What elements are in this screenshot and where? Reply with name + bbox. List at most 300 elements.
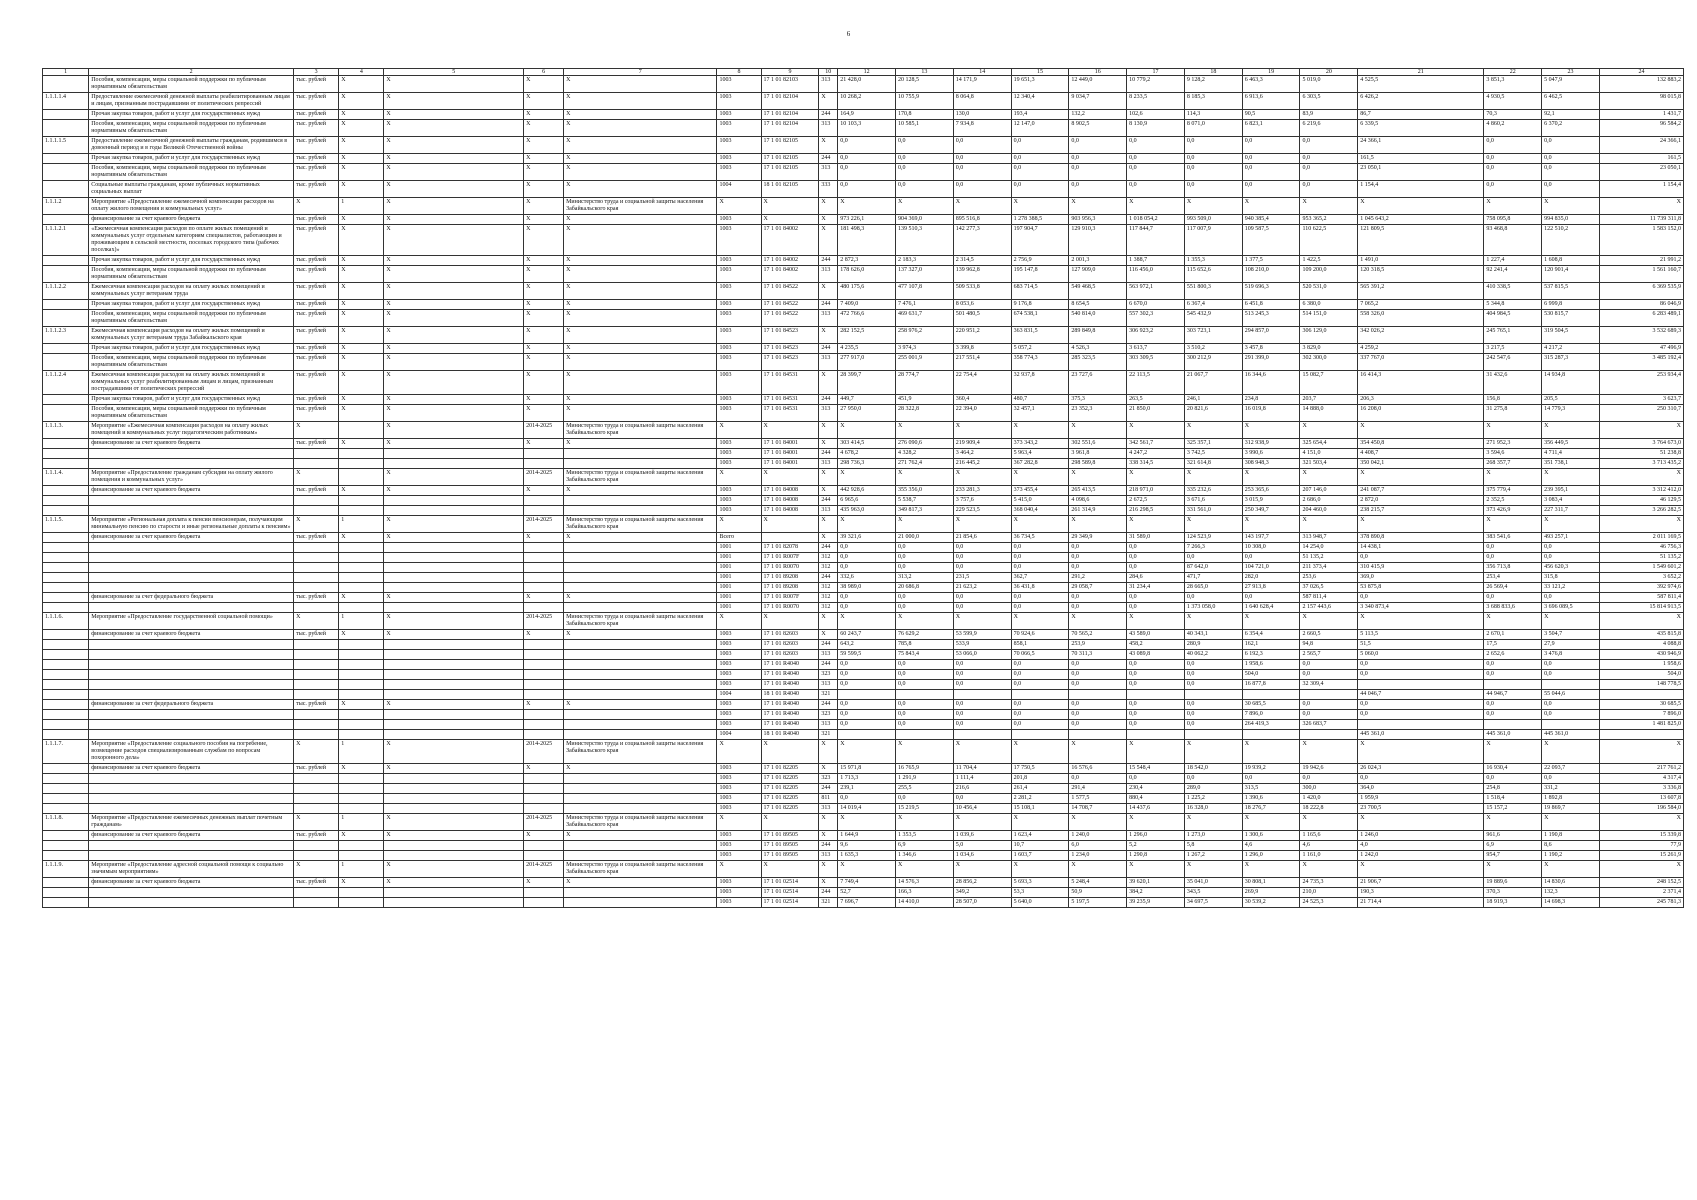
row-col-10: X [819,764,838,774]
table-row [43,137,1684,154]
row-col-4: X [339,630,384,640]
row-value: 2 157 443,6 [1300,603,1358,613]
row-value: 0,0 [1484,181,1542,198]
row-col-5 [384,459,524,469]
row-value: 313 948,7 [1300,533,1358,543]
row-value: X [1127,861,1185,878]
row-value: 55 044,6 [1542,690,1600,700]
row-value: 16 328,0 [1184,804,1242,814]
row-value: 6 339,5 [1358,120,1484,137]
row-id [43,794,89,804]
row-total: X [1599,516,1683,533]
row-name: Ежемесячная компенсация расходов на оплату жилых помещений и коммунальных услуг ветеранам труда Забайкальского края [89,327,294,344]
column-header: 5 [384,69,524,76]
row-value: 0,0 [1127,543,1185,553]
row-col-4: X [339,405,384,422]
row-value: 0,0 [1011,720,1069,730]
row-value: 0,0 [838,164,896,181]
row-col-10: 244 [819,154,838,164]
row-value: 16 019,8 [1242,405,1300,422]
row-value: 9 128,2 [1184,76,1242,93]
row-value: 51 135,2 [1300,553,1358,563]
row-value: 253,6 [1300,573,1358,583]
row-col-5: X [384,344,524,354]
row-id [43,496,89,506]
row-col-7 [564,573,717,583]
row-value: 0,0 [1484,670,1542,680]
row-value: 1 018 054,2 [1127,215,1185,225]
row-col-6: X [524,300,564,310]
row-value: 230,4 [1127,784,1185,794]
row-value: 1 390,6 [1242,794,1300,804]
row-total [1599,690,1683,700]
row-unit: X [294,516,339,533]
row-name: Прочая закупка товаров, работ и услуг для государственных нужд [89,154,294,164]
row-value: 8 064,8 [953,93,1011,110]
row-id [43,154,89,164]
row-value: 370,3 [1484,888,1542,898]
row-unit: X [294,814,339,831]
row-value: 0,0 [1300,774,1358,784]
row-total: 1 583 152,0 [1599,225,1683,256]
row-value: 130,0 [953,110,1011,120]
row-col-10: 321 [819,898,838,908]
row-name: Прочая закупка товаров, работ и услуг для государственных нужд [89,395,294,405]
row-value: 21 000,0 [896,533,954,543]
column-header: 23 [1542,69,1600,76]
table-row [43,154,1684,164]
row-name [89,459,294,469]
row-value: 132,2 [1069,110,1127,120]
row-name: Мероприятие «Предоставление ежемесячных денежных выплат почетным гражданам» [89,814,294,831]
column-header: 8 [717,69,761,76]
row-col-7: X [564,215,717,225]
row-value: X [1011,740,1069,764]
row-col-6 [524,660,564,670]
row-value: 53 066,0 [953,650,1011,660]
row-unit: тыс. рублей [294,137,339,154]
row-value: X [1358,422,1484,439]
row-value: X [1127,469,1185,486]
row-col-7: X [564,764,717,774]
row-unit: тыс. рублей [294,486,339,496]
row-value: 0,0 [838,563,896,573]
row-value: 29 349,9 [1069,533,1127,543]
row-name: Прочая закупка товаров, работ и услуг для государственных нужд [89,110,294,120]
row-value: 6 913,6 [1242,93,1300,110]
row-value: X [1484,516,1542,533]
row-col-7: X [564,486,717,496]
row-value: 36 431,8 [1011,583,1069,593]
row-col-8: 1003 [717,486,761,496]
row-col-6: X [524,215,564,225]
row-value: 282 152,5 [838,327,896,344]
table-row [43,395,1684,405]
row-value: 27,9 [1542,640,1600,650]
table-row [43,774,1684,784]
row-value: 509 533,8 [953,283,1011,300]
row-id: 1.1.1.2.4 [43,371,89,395]
row-value: 16 930,4 [1484,764,1542,774]
row-col-8: 1003 [717,137,761,154]
row-value: X [1484,861,1542,878]
row-value: 300,0 [1300,784,1358,794]
row-unit [294,553,339,563]
row-value: 0,0 [1011,680,1069,690]
row-col-4: 1 [339,814,384,831]
row-col-5: X [384,110,524,120]
row-name: Пособия, компенсации, меры социальной поддержки по публичным нормативным обязательствам [89,405,294,422]
row-unit: тыс. рублей [294,120,339,137]
row-col-6: 2014-2025 [524,613,564,630]
row-value: 0,0 [1242,553,1300,563]
row-col-4 [339,888,384,898]
row-col-7 [564,710,717,720]
row-value: 2 352,5 [1484,496,1542,506]
row-total: X [1599,814,1683,831]
row-col-5 [384,543,524,553]
row-value: 120 318,5 [1358,266,1484,283]
row-value: 1 422,5 [1300,256,1358,266]
row-value: 70,3 [1484,110,1542,120]
row-value: 326 683,7 [1300,720,1358,730]
row-col-5 [384,784,524,794]
row-name: Ежемесячная компенсация расходов на оплату жилых помещений и коммунальных услуг реабилитированным лицам и лицам, признанным пострадавшими от политических репрессий [89,371,294,395]
row-value: 2 756,9 [1011,256,1069,266]
row-value: 1 190,8 [1542,831,1600,841]
table-row [43,110,1684,120]
row-value: X [1542,861,1600,878]
row-value: 384,2 [1127,888,1185,898]
row-col-10: 323 [819,710,838,720]
row-value: 2 872,0 [1358,496,1484,506]
row-unit: тыс. рублей [294,225,339,256]
row-value: 253,9 [1069,640,1127,650]
row-value: 170,8 [896,110,954,120]
row-col-6: X [524,354,564,371]
row-col-5 [384,670,524,680]
row-value: 367 282,8 [1011,459,1069,469]
row-value: 0,0 [1358,553,1484,563]
row-value: 993 509,0 [1184,215,1242,225]
row-value: 3 829,0 [1300,344,1358,354]
row-value: 0,0 [1011,181,1069,198]
row-unit: тыс. рублей [294,439,339,449]
row-col-7 [564,720,717,730]
row-value: 14 708,7 [1069,804,1127,814]
row-value: 0,0 [1069,563,1127,573]
table-row [43,344,1684,354]
row-value: 39 620,1 [1127,878,1185,888]
row-value: 8,6 [1542,841,1600,851]
row-unit: тыс. рублей [294,283,339,300]
row-name: «Ежемесячная компенсация расходов по оплате жилых помещений и коммунальных услуг отдельным категориям специалистов, работающим и проживающим в сельской местности, поселках городского типа (рабочих поселках)» [89,225,294,256]
row-unit: X [294,469,339,486]
row-value: X [1242,469,1300,486]
row-value: X [1127,198,1185,215]
row-value: 1 227,4 [1484,256,1542,266]
row-value: 0,0 [1184,700,1242,710]
row-value: 1 165,6 [1300,831,1358,841]
row-col-8: 1003 [717,327,761,344]
row-value: 238 215,7 [1358,506,1484,516]
row-value: 190,3 [1358,888,1484,898]
row-value: 0,0 [1069,710,1127,720]
column-header: 20 [1300,69,1358,76]
row-value: 0,0 [1127,603,1185,613]
row-value: 0,0 [1484,553,1542,563]
row-col-6: X [524,310,564,327]
row-value: 21 067,7 [1184,371,1242,395]
row-value: 5 344,8 [1484,300,1542,310]
row-value: 3 340 873,4 [1358,603,1484,613]
row-value: 166,3 [896,888,954,898]
row-col-10: 312 [819,583,838,593]
row-total: 3 312 412,0 [1599,486,1683,496]
row-col-10: X [819,215,838,225]
row-col-5 [384,650,524,660]
row-value: 37 026,5 [1300,583,1358,593]
row-col-5: X [384,469,524,486]
row-name: Мероприятие «Предоставление ежемесячной компенсации расходов на оплату жилого помещения и коммунальных услуг» [89,198,294,215]
row-col-6 [524,553,564,563]
table-row [43,300,1684,310]
row-col-7 [564,603,717,613]
row-value: 362,7 [1011,573,1069,583]
row-value: 30 685,5 [1242,700,1300,710]
row-value: 6,0 [1069,841,1127,851]
row-unit: тыс. рублей [294,700,339,710]
row-value: 351 738,1 [1542,459,1600,469]
row-value: 27 950,0 [838,405,896,422]
row-value: 373 455,4 [1011,486,1069,496]
row-id [43,774,89,784]
column-header: 13 [896,69,954,76]
row-col-7: X [564,154,717,164]
row-col-5: X [384,878,524,888]
row-value: 0,0 [953,553,1011,563]
row-value: 12 147,0 [1011,120,1069,137]
row-value: X [896,469,954,486]
row-col-5: X [384,395,524,405]
row-value: 10 755,9 [896,93,954,110]
row-id [43,405,89,422]
row-value: 31 275,8 [1484,405,1542,422]
row-value [1300,730,1358,740]
row-col-4: X [339,533,384,543]
row-value: X [1069,861,1127,878]
row-value: 358 774,3 [1011,354,1069,371]
row-value: 0,0 [1069,680,1127,690]
row-value: 60 243,7 [838,630,896,640]
row-col-7 [564,841,717,851]
row-value: 14 019,4 [838,804,896,814]
row-value: 53 875,8 [1358,583,1484,593]
row-value: 181 498,3 [838,225,896,256]
row-value: 24 366,1 [1358,137,1484,154]
row-col-7: X [564,266,717,283]
row-name [89,583,294,593]
row-value: 785,8 [896,640,954,650]
row-col-4 [339,680,384,690]
row-value: 108 210,0 [1242,266,1300,283]
row-value: X [1184,613,1242,630]
column-header: 22 [1484,69,1542,76]
row-value: 5 640,0 [1011,898,1069,908]
row-value: 0,0 [1184,680,1242,690]
row-col-9: 17 1 01 R0070 [761,563,819,573]
row-value: 14 254,0 [1300,543,1358,553]
row-value: 0,0 [1484,154,1542,164]
row-id [43,76,89,93]
row-col-5 [384,730,524,740]
row-col-5 [384,710,524,720]
row-value: 537 815,5 [1542,283,1600,300]
row-value: X [1011,469,1069,486]
row-col-7: Министерство труда и социальной защиты населения Забайкальского края [564,740,717,764]
row-name [89,506,294,516]
row-value: 32 937,8 [1011,371,1069,395]
row-value: 211 373,4 [1300,563,1358,573]
row-value: 674 538,1 [1011,310,1069,327]
row-value: 122 510,2 [1542,225,1600,256]
table-row [43,215,1684,225]
row-value: 9,6 [838,841,896,851]
row-total: 46 129,5 [1599,496,1683,506]
row-value: 3 742,5 [1184,449,1242,459]
row-col-8: 1003 [717,256,761,266]
table-row [43,784,1684,794]
row-col-8: 1003 [717,371,761,395]
row-col-7: X [564,354,717,371]
row-col-8: 1004 [717,690,761,700]
row-id [43,630,89,640]
row-col-6 [524,563,564,573]
table-row [43,93,1684,110]
row-value: 9 034,7 [1069,93,1127,110]
row-value: 70 924,6 [1011,630,1069,640]
row-col-4: 1 [339,198,384,215]
row-col-7: Министерство труда и социальной защиты населения Забайкальского края [564,861,717,878]
row-value: X [1184,814,1242,831]
row-value: 29 058,7 [1069,583,1127,593]
row-value: 0,0 [1484,700,1542,710]
row-value: 940 385,4 [1242,215,1300,225]
row-col-5 [384,583,524,593]
row-col-6: X [524,283,564,300]
row-value: 263,5 [1127,395,1185,405]
row-value: 895 516,8 [953,215,1011,225]
row-col-6: X [524,181,564,198]
row-value: 0,0 [1127,593,1185,603]
row-name: Мероприятие «Предоставление гражданам субсидии на оплату жилого помещения и коммунальных услуг» [89,469,294,486]
row-value: 6 965,6 [838,496,896,506]
row-value: 30 539,2 [1242,898,1300,908]
row-total: 250 310,7 [1599,405,1683,422]
row-col-6: X [524,878,564,888]
table-row [43,459,1684,469]
table-row [43,764,1684,774]
row-value: 255,5 [896,784,954,794]
row-value: X [896,198,954,215]
row-col-8: 1003 [717,120,761,137]
row-value: 0,0 [1127,563,1185,573]
row-value: 0,0 [1300,164,1358,181]
row-value: 2 314,5 [953,256,1011,266]
row-name: Пособия, компенсации, меры социальной поддержки по публичным нормативным обязательствам [89,266,294,283]
row-value: X [896,422,954,439]
row-value: 7 266,3 [1184,543,1242,553]
row-value: 6 367,4 [1184,300,1242,310]
page-number: 6 [846,30,851,38]
row-value: 0,0 [896,543,954,553]
row-col-6 [524,774,564,784]
row-total: 504,0 [1599,670,1683,680]
row-col-9: X [761,215,819,225]
row-value: 3 594,6 [1484,449,1542,459]
row-total: X [1599,861,1683,878]
row-total: 4 088,8 [1599,640,1683,650]
row-col-5: X [384,310,524,327]
row-value: X [1127,740,1185,764]
table-row [43,469,1684,486]
row-value: 28 399,7 [838,371,896,395]
row-value: 0,0 [1127,164,1185,181]
row-value: 0,0 [1542,700,1600,710]
row-value: X [1069,469,1127,486]
row-value: 302 551,6 [1069,439,1127,449]
row-id [43,670,89,680]
row-col-6 [524,680,564,690]
row-unit: тыс. рублей [294,93,339,110]
row-value: X [953,613,1011,630]
row-value: 0,0 [1542,553,1600,563]
row-value: X [838,613,896,630]
row-col-10: X [819,422,838,439]
row-value: 8 233,5 [1127,93,1185,110]
row-col-6: X [524,533,564,543]
row-col-6: X [524,225,564,256]
row-value: 206,3 [1358,395,1484,405]
row-name: финансирование за счет краевого бюджета [89,439,294,449]
row-value: 117 844,7 [1127,225,1185,256]
row-value: 0,0 [953,164,1011,181]
row-value: 143 197,7 [1242,533,1300,543]
row-value: 0,0 [1127,720,1185,730]
row-name: Мероприятие «Предоставление социального пособия на погребение, возмещение расходов специализированным службам по вопросам похоронного дела» [89,740,294,764]
row-value: 4 930,5 [1484,93,1542,110]
row-col-8: 1003 [717,851,761,861]
row-value: X [838,740,896,764]
row-value: 280,9 [1184,640,1242,650]
row-name [89,660,294,670]
row-col-4: X [339,283,384,300]
row-value: X [1300,814,1358,831]
row-value: 383 541,6 [1484,533,1542,543]
row-value: 519 696,3 [1242,283,1300,300]
row-value: X [1542,516,1600,533]
table-row [43,710,1684,720]
row-value: 217 551,4 [953,354,1011,371]
row-value: 5 415,0 [1011,496,1069,506]
row-name: Прочая закупка товаров, работ и услуг для государственных нужд [89,344,294,354]
row-value: 298 589,8 [1069,459,1127,469]
row-name [89,710,294,720]
row-value: 3 457,8 [1242,344,1300,354]
row-total: 15 814 913,5 [1599,603,1683,613]
row-value: 4 860,2 [1484,120,1542,137]
row-unit [294,794,339,804]
